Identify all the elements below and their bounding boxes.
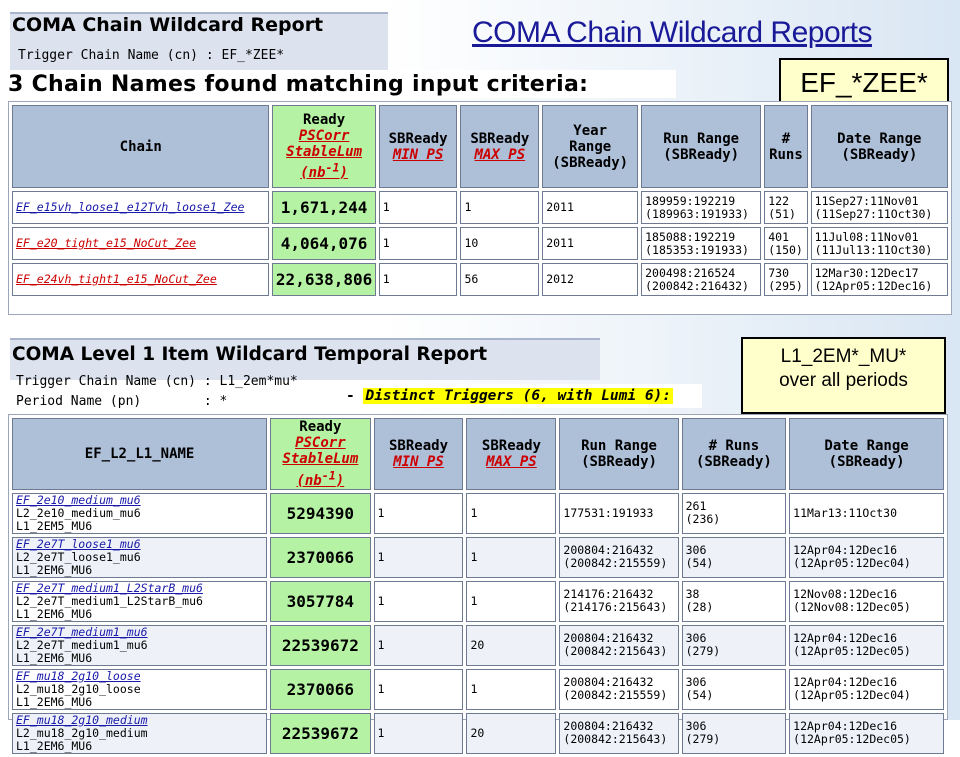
min-ps-value: 1 [374,713,464,754]
min-ps-value: 1 [379,191,458,224]
table-row [12,263,948,296]
min-ps-value: 1 [374,537,464,578]
chain-table [9,102,951,299]
col-min-ps[interactable]: SBReady MIN PS [374,418,464,490]
run-range-value: 200804:216432 (200842:215559) [559,669,678,710]
runs-value: 306 (279) [682,625,787,666]
lumi-value: 2370066 [270,537,370,578]
table-row [12,581,944,622]
col-ef-l2-l1-name[interactable]: EF_L2_L1_NAME [12,418,267,490]
run-range-value: 214176:216432 (214176:215643) [559,581,678,622]
col-chain[interactable]: Chain [12,105,269,188]
col-runs[interactable]: # Runs [764,105,807,188]
trigger-name-cell[interactable]: EF_2e10_medium_mu6 L2_2e10_medium_mu6 L1_2EM5_MU6 [12,493,267,534]
l1-item-table-panel [8,414,948,753]
run-range-value: 189959:192219 (189963:191933) [641,191,761,224]
col-run-range[interactable]: Run Range (SBReady) [641,105,761,188]
runs-value: 306 (279) [682,713,787,754]
table-row [12,625,944,666]
max-ps-value: 10 [460,227,539,260]
col-min-ps[interactable]: SBReady MIN PS [379,105,458,188]
runs-value: 122 (51) [764,191,807,224]
report2-title: COMA Level 1 Item Wildcard Temporal Report [12,344,488,365]
lumi-value: 3057784 [270,581,370,622]
run-range-value: 177531:191933 [559,493,678,534]
table-row [12,493,944,534]
date-range-value: 12Apr04:12Dec16 (12Apr05:12Dec04) [789,669,944,710]
min-ps-value: 1 [374,669,464,710]
col-date-range[interactable]: Date Range (SBReady) [811,105,948,188]
run-range-value: 200498:216524 (200842:216432) [641,263,761,296]
max-ps-value: 1 [466,669,556,710]
lumi-value: 22539672 [270,625,370,666]
slide-title[interactable]: COMA Chain Wildcard Reports [472,16,872,49]
runs-value: 38 (28) [682,581,787,622]
lumi-value: 22,638,806 [272,263,375,296]
run-range-value: 200804:216432 (200842:215643) [559,625,678,666]
max-ps-value: 1 [460,191,539,224]
runs-value: 730 (295) [764,263,807,296]
min-ps-value: 1 [374,581,464,622]
trigger-name-cell[interactable]: EF_2e7T_medium1_L2StarB_mu6 L2_2e7T_medium1_L2StarB_mu6 L1_2EM6_MU6 [12,581,267,622]
max-ps-value: 1 [466,581,556,622]
report2-param-chain: Trigger Chain Name (cn) : L1_2em*mu* [16,374,298,389]
col-year[interactable]: Year Range (SBReady) [542,105,638,188]
min-ps-value: 1 [374,493,464,534]
min-ps-value: 1 [379,263,458,296]
date-range-value: 12Mar30:12Dec17 (12Apr05:12Dec16) [811,263,948,296]
trigger-name-cell[interactable]: EF_2e7T_loose1_mu6 L2_2e7T_loose1_mu6 L1_2EM6_MU6 [12,537,267,578]
report1-param-chain: Trigger Chain Name (cn) : EF_*ZEE* [18,48,285,63]
callout-l1-2em-mu: L1_2EM*_MU* over all periods [741,337,946,414]
lumi-value: 2370066 [270,669,370,710]
max-ps-value: 20 [466,713,556,754]
col-run-range[interactable]: Run Range (SBReady) [559,418,678,490]
runs-value: 261 (236) [682,493,787,534]
date-range-value: 12Nov08:12Dec16 (12Nov08:12Dec05) [789,581,944,622]
run-range-value: 185088:192219 (185353:191933) [641,227,761,260]
min-ps-value: 1 [379,227,458,260]
table-row [12,191,948,224]
chain-link[interactable]: EF_e15vh_loose1_e12Tvh_loose1_Zee [12,191,269,224]
year-value: 2011 [542,191,638,224]
table-row [12,227,948,260]
table-row [12,537,944,578]
max-ps-value: 20 [466,625,556,666]
callout-zee: EF_*ZEE* [779,58,949,108]
report1-title: COMA Chain Wildcard Report [12,14,324,36]
chain-table-panel [8,101,952,315]
lumi-value: 22539672 [270,713,370,754]
col-runs[interactable]: # Runs (SBReady) [682,418,787,490]
runs-value: 306 (54) [682,669,787,710]
col-lumi[interactable]: Ready PSCorr StableLum $(nb^{-1})$ [270,418,370,490]
lumi-value: 5294390 [270,493,370,534]
date-range-value: 11Jul08:11Nov01 (11Jul13:11Oct30) [811,227,948,260]
min-ps-value: 1 [374,625,464,666]
report2-param-period: Period Name (pn) : * [16,394,228,409]
run-range-value: 200804:216432 (200842:215559) [559,537,678,578]
date-range-value: 12Apr04:12Dec16 (12Apr05:12Dec05) [789,625,944,666]
chain-link[interactable]: EF_e24vh_tight1_e15_NoCut_Zee [12,263,269,296]
runs-value: 401 (150) [764,227,807,260]
date-range-value: 11Mar13:11Oct30 [789,493,944,534]
col-lumi[interactable]: Ready PSCorr StableLum $(nb^{-1})$ [272,105,375,188]
runs-value: 306 (54) [682,537,787,578]
table-row [12,713,944,754]
trigger-name-cell[interactable]: EF_mu18_2g10_loose L2_mu18_2g10_loose L1_2EM6_MU6 [12,669,267,710]
trigger-name-cell[interactable]: EF_mu18_2g10_medium L2_mu18_2g10_medium L1_2EM6_MU6 [12,713,267,754]
trigger-name-cell[interactable]: EF_2e7T_medium1_mu6 L2_2e7T_medium1_mu6 L1_2EM6_MU6 [12,625,267,666]
year-value: 2012 [542,263,638,296]
lumi-value: 4,064,076 [272,227,375,260]
date-range-value: 12Apr04:12Dec16 (12Apr05:12Dec05) [789,713,944,754]
max-ps-value: 56 [460,263,539,296]
date-range-value: 12Apr04:12Dec16 (12Apr05:12Dec04) [789,537,944,578]
year-value: 2011 [542,227,638,260]
col-max-ps[interactable]: SBReady MAX PS [460,105,539,188]
l1-item-table [9,415,947,757]
date-range-value: 11Sep27:11Nov01 (11Sep27:11Oct30) [811,191,948,224]
col-max-ps[interactable]: SBReady MAX PS [466,418,556,490]
chain-table-header [12,105,948,188]
distinct-triggers: - Distinct Triggers (6, with Lumi 6): [346,384,702,408]
max-ps-value: 1 [466,537,556,578]
col-date-range[interactable]: Date Range (SBReady) [789,418,944,490]
chain-link[interactable]: EF_e20_tight_e15_NoCut_Zee [12,227,269,260]
report1-found-text: 3 Chain Names found matching input criteria: [8,72,589,97]
table-row [12,669,944,710]
run-range-value: 200804:216432 (200842:215643) [559,713,678,754]
max-ps-value: 1 [466,493,556,534]
lumi-value: 1,671,244 [272,191,375,224]
l1-table-header [12,418,944,490]
